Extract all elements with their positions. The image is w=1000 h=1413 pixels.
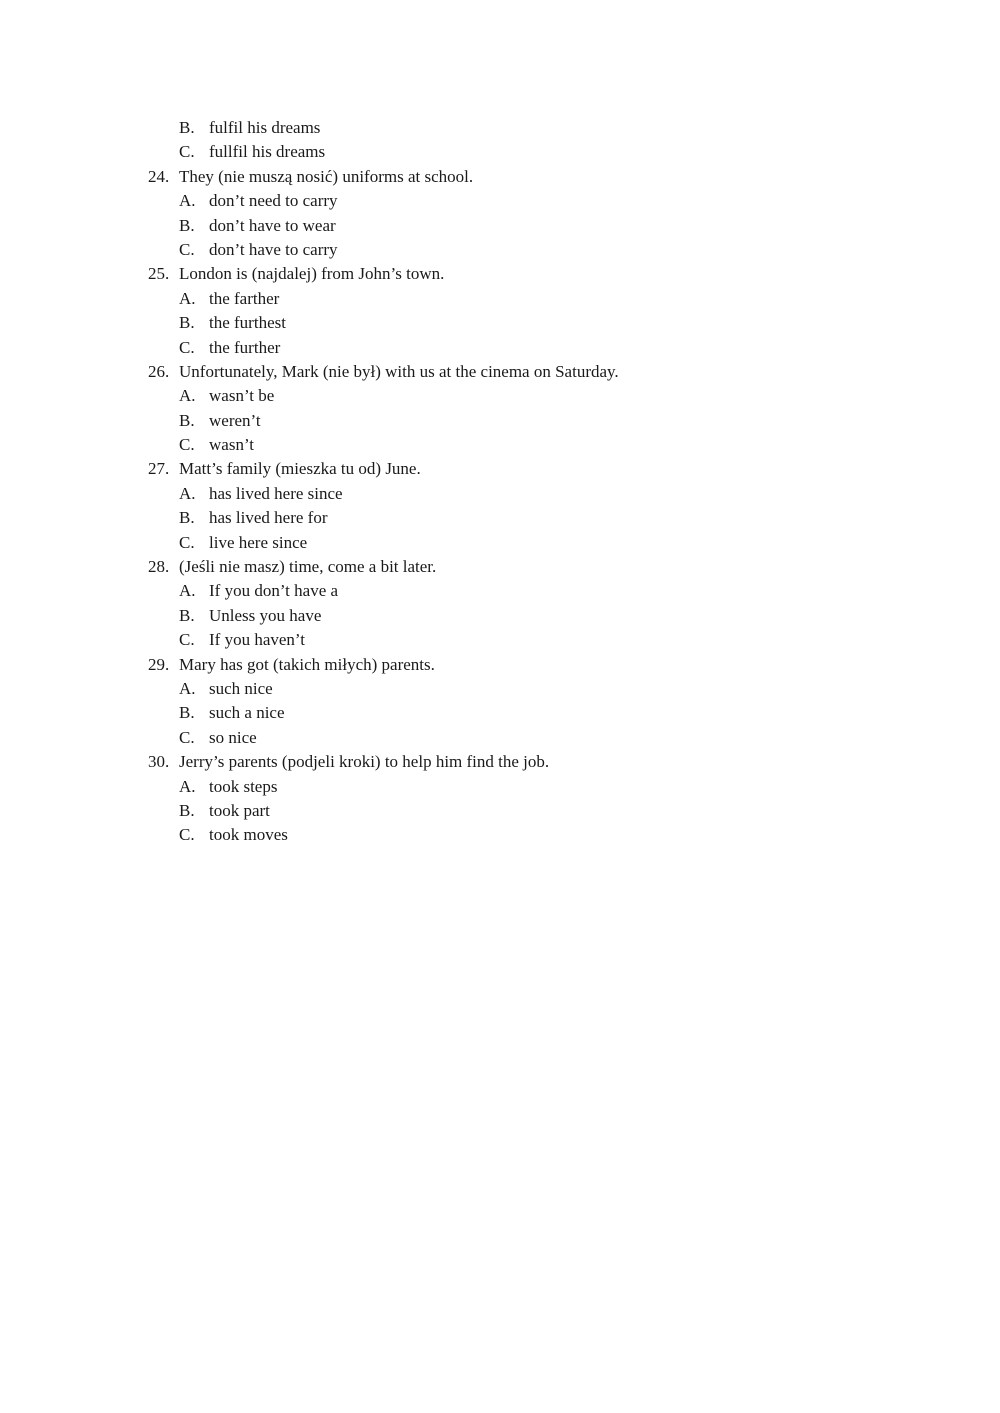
option-text: so nice (209, 727, 257, 747)
option-text: don’t have to carry (209, 239, 338, 259)
question-26 (0, 360, 1000, 384)
option-item (0, 823, 1000, 847)
question-text: (Jeśli nie masz) time, come a bit later. (179, 557, 437, 577)
option-text: If you don’t have a (209, 581, 339, 601)
option-item (0, 116, 1000, 140)
question-text: Mary has got (takich miłych) parents. (179, 654, 435, 674)
option-letter: A. (179, 191, 196, 211)
question-number: 29. (148, 654, 170, 674)
option-item (0, 140, 1000, 164)
option-letter: A. (179, 386, 196, 406)
option-text: don’t need to carry (209, 191, 338, 211)
option-item (0, 726, 1000, 750)
option-letter: B. (179, 703, 195, 723)
question-number: 28. (148, 557, 170, 577)
question-number: 24. (148, 166, 170, 186)
option-letter: B. (179, 118, 195, 137)
option-item (0, 384, 1000, 408)
option-text: took part (209, 800, 270, 820)
option-item (0, 775, 1000, 799)
option-item (0, 287, 1000, 311)
option-letter: B. (179, 605, 195, 625)
question-number: 30. (148, 752, 170, 772)
question-text: London is (najdalej) from John’s town. (179, 264, 445, 284)
question-30 (0, 750, 1000, 774)
option-letter: A. (179, 776, 196, 796)
option-text: If you haven’t (209, 630, 305, 650)
option-text: took steps (209, 776, 278, 796)
option-text: such a nice (209, 703, 285, 723)
option-text: took moves (209, 825, 288, 845)
question-text: They (nie muszą nosić) uniforms at school. (179, 166, 474, 186)
option-item (0, 336, 1000, 360)
option-item (0, 482, 1000, 506)
option-item (0, 677, 1000, 701)
option-item (0, 799, 1000, 823)
option-item (0, 214, 1000, 238)
option-text: Unless you have (209, 605, 322, 625)
question-29 (0, 653, 1000, 677)
option-item (0, 531, 1000, 555)
option-letter: C. (179, 630, 195, 650)
option-letter: C. (179, 337, 195, 357)
option-item (0, 433, 1000, 457)
question-number: 25. (148, 264, 170, 284)
question-text: Matt’s family (mieszka tu od) June. (179, 459, 421, 479)
option-letter: B. (179, 410, 195, 430)
option-letter: B. (179, 313, 195, 333)
question-text: Unfortunately, Mark (nie był) with us at the cinema on Saturday. (179, 361, 619, 381)
option-text: wasn’t be (209, 386, 275, 406)
option-text: wasn’t (209, 435, 255, 455)
option-item (0, 604, 1000, 628)
option-item (0, 701, 1000, 725)
option-letter: C. (179, 239, 195, 259)
option-letter: C. (179, 825, 195, 845)
question-text: Jerry’s parents (podjeli kroki) to help him find the job. (179, 752, 550, 772)
option-letter: C. (179, 727, 195, 747)
option-text: live here since (209, 532, 308, 552)
option-text: fulfil his dreams (209, 118, 321, 137)
option-letter: B. (179, 215, 195, 235)
question-number: 26. (148, 361, 170, 381)
option-text: the furthest (209, 313, 286, 333)
option-item (0, 579, 1000, 603)
question-25 (0, 262, 1000, 286)
option-item (0, 628, 1000, 652)
option-item (0, 311, 1000, 335)
option-text: the farther (209, 288, 280, 308)
option-letter: A. (179, 581, 196, 601)
option-letter: C. (179, 532, 195, 552)
document-page (0, 116, 1000, 848)
option-text: has lived here since (209, 483, 343, 503)
option-letter: A. (179, 678, 196, 698)
option-text: has lived here for (209, 508, 328, 528)
option-letter: C. (179, 142, 195, 162)
option-text: don’t have to wear (209, 215, 336, 235)
option-item (0, 506, 1000, 530)
question-number: 27. (148, 459, 170, 479)
option-item (0, 238, 1000, 262)
question-28 (0, 555, 1000, 579)
option-letter: B. (179, 508, 195, 528)
option-item (0, 189, 1000, 213)
question-27 (0, 457, 1000, 481)
option-letter: A. (179, 288, 196, 308)
question-24 (0, 165, 1000, 189)
option-text: weren’t (209, 410, 261, 430)
option-item (0, 409, 1000, 433)
option-text: such nice (209, 678, 273, 698)
option-letter: C. (179, 435, 195, 455)
option-text: fullfil his dreams (209, 142, 326, 162)
option-letter: B. (179, 800, 195, 820)
option-text: the further (209, 337, 281, 357)
option-letter: A. (179, 483, 196, 503)
